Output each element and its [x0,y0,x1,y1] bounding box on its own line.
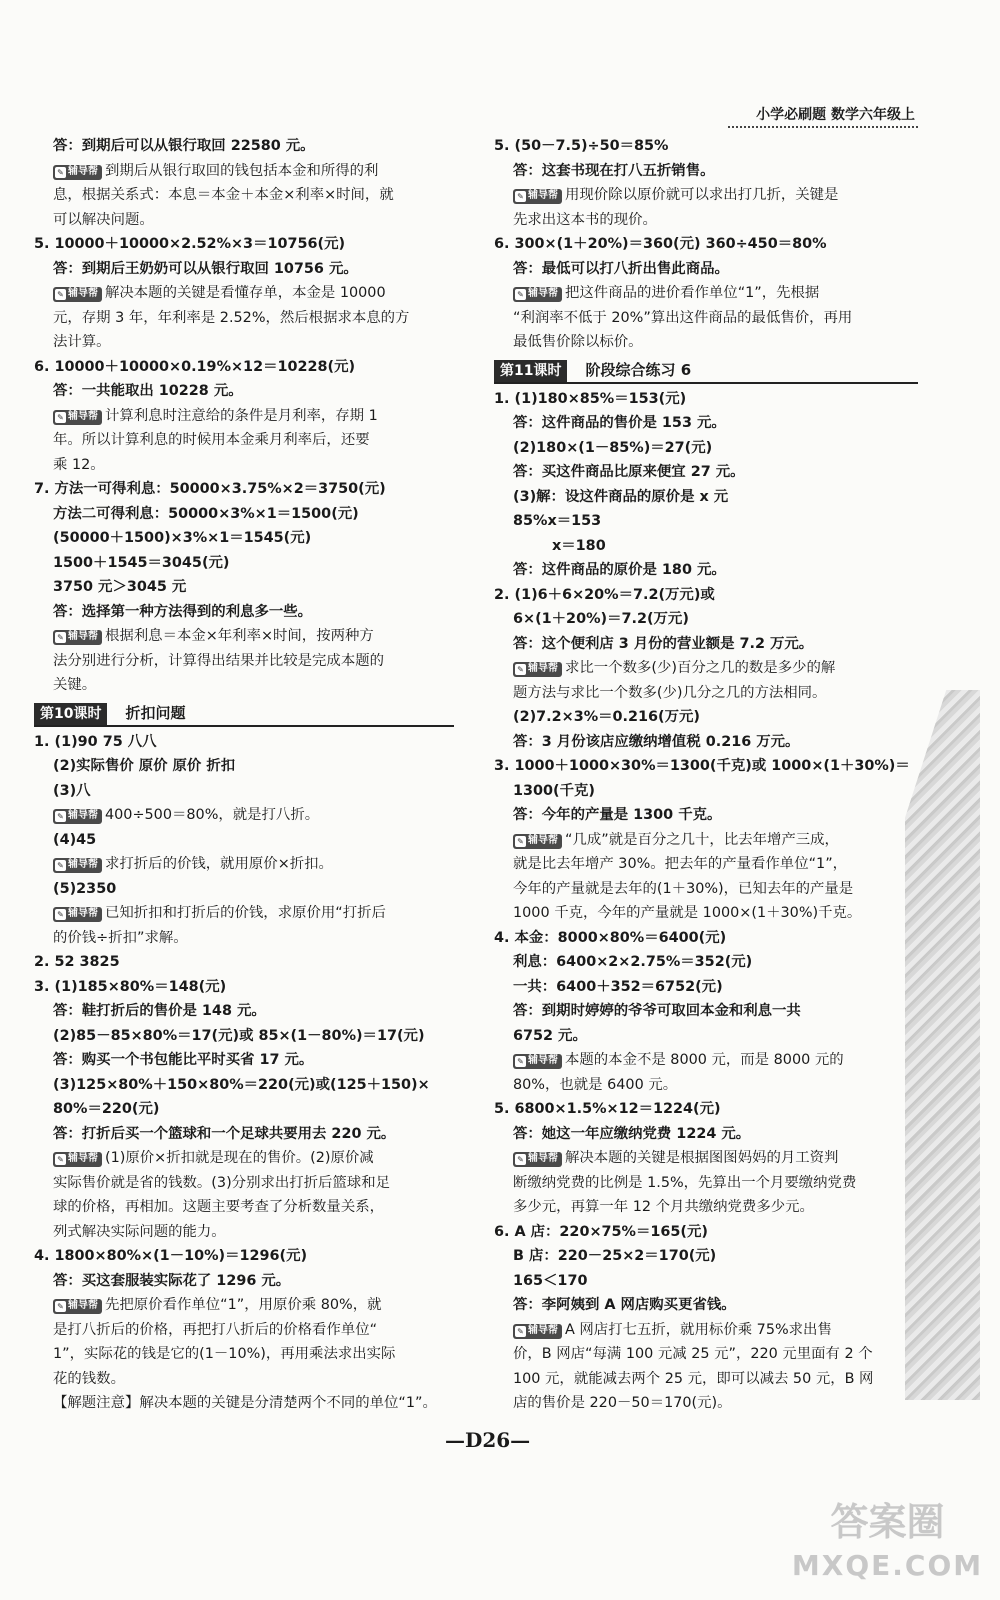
note-continuation: 店的售价是 220－50＝170(元)。 [513,1395,732,1411]
tutoring-note: ✎ 辅导帮 (1)原价×折扣就是现在的售价。(2)原价减 [34,1146,454,1171]
answer-line: 答：购买一个书包能比平时买省 17 元。 [53,1052,314,1068]
answer-line: 方法二可得利息：50000×3%×1＝1500(元) [53,505,359,522]
tutoring-note: ✎ 辅导帮 解决本题的关键是看懂存单，本金是 10000 [34,281,454,306]
answer-line: 答：打折后买一个篮球和一个足球共要用去 220 元。 [53,1125,396,1142]
tutoring-note: ✎ 辅导帮 求比一个数多(少)百分之几的数是多少的解 [494,656,918,681]
question-line: 6. 300×(1＋20%)＝360(元) 360÷450＝80% [494,236,827,252]
note-continuation: 法计算。 [53,334,111,350]
answer-line: 答：最低可以打八折出售此商品。 [513,260,729,277]
answer-line: 答：选择第一种方法得到的利息多一些。 [53,603,313,620]
answer-line: 答：到期后王奶奶可以从银行取回 10756 元。 [53,260,358,277]
answer-line: (2)180×(1－85%)＝27(元) [513,439,713,456]
answer-line: x＝180 [552,537,606,554]
helper-icon: ✎ [55,1301,66,1312]
answer-line: 答：3 月份该店应缴纳增值税 0.216 万元。 [513,733,800,750]
question-line: 4. 1800×80%×(1－10%)＝1296(元) [34,1248,308,1264]
note-continuation: 1000 千克，今年的产量就是 1000×(1＋30%)千克。 [513,905,862,921]
lesson-title: 阶段综合练习 6 [585,360,692,379]
helper-icon: ✎ [55,860,66,871]
answer-line: 85%x＝153 [513,513,602,529]
note-continuation: 花的钱数。 [53,1370,125,1387]
note-continuation: 的价钱÷折扣”求解。 [53,929,188,946]
note-continuation: 1”，实际花的钱是它的(1－10%)，再用乘法求出实际 [53,1346,396,1362]
note-continuation: 题方法与求比一个数多(少)几分之几的方法相同。 [513,684,827,701]
tutoring-note: ✎ 辅导帮 已知折扣和打折后的价钱，求原价用“打折后 [34,901,454,926]
answer-line: 答：一共能取出 10228 元。 [53,383,243,399]
answer-line: 答：买这件商品比原来便宜 27 元。 [513,464,745,480]
answer-line: 答：鞋打折后的售价是 148 元。 [53,1003,266,1019]
answer-line: (3)八 [53,782,91,799]
answer-line: 答：到期时婷婷的爷爷可取回本金和利息一共 [513,1003,801,1019]
tutoring-tag: ✎ 辅导帮 [53,809,102,824]
note-continuation: 息，根据关系式：本息＝本金＋本金×利率×时间，就 [53,187,394,203]
note-continuation: 今年的产量就是去年的(1＋30%)，已知去年的产量是 [513,880,854,897]
tutoring-note: ✎ 辅导帮 A 网店打七五折，就用标价乘 75%求出售 [494,1318,918,1343]
lesson-title: 折扣问题 [125,703,186,722]
tutoring-tag: ✎ 辅导帮 [513,662,562,677]
note-continuation: 【解题注意】解决本题的关键是分清楚两个不同的单位“1”。 [53,1395,437,1411]
page-header: 小学必刷题 数学六年级上 [756,107,915,123]
lesson-number-badge: 第11课时 [494,360,567,382]
note-continuation: 元，存期 3 年，年利率是 2.52%，然后根据求本息的方 [53,309,410,326]
helper-icon: ✎ [55,412,66,423]
note-continuation: 球的价格，再相加。这题主要考查了分析数量关系， [53,1199,384,1215]
note-continuation: 价，B 网店“每满 100 元减 25 元”，220 元里面有 2 个 [513,1346,873,1362]
answer-line: 一共：6400＋352＝6752(元) [513,978,723,995]
question-line: 3. 1000＋1000×30%＝1300(千克)或 1000×(1＋30%)＝ [494,758,910,774]
helper-icon: ✎ [55,632,66,643]
tutoring-tag: ✎ 辅导帮 [53,287,102,302]
answer-line: (2)实际售价 原价 原价 折扣 [53,758,236,774]
left-column [34,134,454,1416]
watermark-logo: 答案圈 MXQE.COM [791,1500,984,1582]
answer-line: 165＜170 [513,1272,588,1289]
tutoring-note: ✎ 辅导帮 用现价除以原价就可以求出打几折，关键是 [494,183,918,208]
tutoring-note: ✎ 辅导帮 先把原价看作单位“1”，用原价乘 80%，就 [34,1293,454,1318]
tutoring-note: ✎ 辅导帮 “几成”就是百分之几十，比去年增产三成， [494,828,918,853]
answer-line: 1300(千克) [513,782,595,799]
answer-line: 答：这件商品的售价是 153 元。 [513,415,726,431]
tutoring-note: ✎ 辅导帮 求打折后的价钱，就用原价×折扣。 [34,852,454,877]
note-continuation: 关键。 [53,677,97,693]
tutoring-tag: ✎ 辅导帮 [53,1152,102,1167]
answer-line: 80%＝220(元) [53,1101,160,1117]
question-line: 6. A 店：220×75%＝165(元) [494,1223,708,1240]
answer-line: 答：到期后可以从银行取回 22580 元。 [53,138,315,154]
question-line: 2. 52 3825 [34,954,120,970]
answer-line: (3)解：设这件商品的原价是 x 元 [513,488,729,505]
tutoring-tag: ✎ 辅导帮 [513,1152,562,1167]
tutoring-note: ✎ 辅导帮 把这件商品的进价看作单位“1”，先根据 [494,281,918,306]
note-continuation: 80%，也就是 6400 元。 [513,1076,678,1093]
question-line: 3. (1)185×80%＝148(元) [34,978,227,995]
tutoring-tag: ✎ 辅导帮 [53,907,102,922]
tutoring-tag: ✎ 辅导帮 [53,630,102,645]
lesson-heading [494,358,918,384]
note-continuation: 可以解决问题。 [53,211,154,228]
tutoring-tag: ✎ 辅导帮 [53,858,102,873]
tutoring-note: ✎ 辅导帮 根据利息＝本金×年利率×时间，按两种方 [34,624,454,649]
question-line: 5. (50－7.5)÷50＝85% [494,138,669,154]
question-line: 5. 6800×1.5%×12＝1224(元) [494,1101,721,1117]
lesson-heading [34,701,454,727]
lesson-number-badge: 第10课时 [34,703,107,725]
question-line: 6. 10000＋10000×0.19%×12＝10228(元) [34,358,356,375]
tutoring-tag: ✎ 辅导帮 [513,287,562,302]
tutoring-tag: ✎ 辅导帮 [513,1054,562,1069]
question-line: 1. (1)90 75 八八 [34,733,157,750]
decorative-side-pattern [905,690,980,1400]
answer-line: 3750 元＞3045 元 [53,579,187,595]
helper-icon: ✎ [515,191,526,202]
helper-icon: ✎ [515,836,526,847]
tutoring-tag: ✎ 辅导帮 [53,165,102,180]
note-continuation: 多少元，再算一年 12 个月共缴纳党费多少元。 [513,1199,814,1215]
answer-line: 答：她这一年应缴纳党费 1224 元。 [513,1125,751,1142]
question-line: 7. 方法一可得利息：50000×3.75%×2＝3750(元) [34,481,386,497]
note-continuation: 先求出这本书的现价。 [513,211,657,228]
tutoring-note: ✎ 辅导帮 到期后从银行取回的钱包括本金和所得的利 [34,159,454,184]
answer-line: 答：买这套服装实际花了 1296 元。 [53,1272,291,1289]
question-line: 5. 10000＋10000×2.52%×3＝10756(元) [34,236,346,252]
helper-icon: ✎ [55,167,66,178]
note-continuation: 断缴纳党费的比例是 1.5%，先算出一个月要缴纳党费 [513,1174,857,1191]
helper-icon: ✎ [55,1154,66,1165]
answer-line: (2)85－85×80%＝17(元)或 85×(1－80%)＝17(元) [53,1027,425,1044]
answer-line: 答：这个便利店 3 月份的营业额是 7.2 万元。 [513,635,814,652]
helper-icon: ✎ [55,811,66,822]
answer-line: 1500＋1545＝3045(元) [53,554,230,571]
answer-line: (5)2350 [53,880,117,897]
tutoring-tag: ✎ 辅导帮 [513,834,562,849]
answer-line: 6752 元。 [513,1027,587,1044]
answer-line: B 店：220－25×2＝170(元) [513,1248,717,1264]
note-continuation: 就是比去年增产 30%。把去年的产量看作单位“1”， [513,856,848,872]
tutoring-note: ✎ 辅导帮 解决本题的关键是根据图图妈妈的月工资判 [494,1146,918,1171]
note-continuation: 年。所以计算利息的时候用本金乘月利率后，还要 [53,432,370,448]
answer-line: 答：这套书现在打八五折销售。 [513,162,715,179]
note-continuation: 列式解决实际问题的能力。 [53,1223,226,1240]
note-continuation: 最低售价除以标价。 [513,334,643,350]
answer-line: (4)45 [53,831,97,848]
tutoring-note: ✎ 辅导帮 本题的本金不是 8000 元，而是 8000 元的 [494,1048,918,1073]
answer-line: 答：李阿姨到 A 网店购买更省钱。 [513,1297,736,1313]
answer-line: 利息：6400×2×2.75%＝352(元) [513,954,753,970]
question-line: 4. 本金：8000×80%＝6400(元) [494,929,727,946]
helper-icon: ✎ [515,1326,526,1337]
helper-icon: ✎ [515,664,526,675]
note-continuation: 实际售价就是省的钱数。(3)分别求出打折后篮球和足 [53,1174,390,1191]
answer-line: (3)125×80%＋150×80%＝220(元)或(125＋150)× [53,1076,430,1093]
note-continuation: “利润率不低于 20%”算出这件商品的最低售价，再用 [513,309,853,326]
header-divider [728,126,918,128]
question-line: 1. (1)180×85%＝153(元) [494,390,687,407]
note-continuation: 100 元，就能减去两个 25 元，即可以减去 50 元，B 网 [513,1370,874,1387]
helper-icon: ✎ [515,1056,526,1067]
tutoring-tag: ✎ 辅导帮 [513,189,562,204]
note-continuation: 法分别进行分析，计算得出结果并比较是完成本题的 [53,652,384,669]
answer-line: (2)7.2×3%＝0.216(万元) [513,709,700,725]
helper-icon: ✎ [55,289,66,300]
tutoring-note: ✎ 辅导帮 计算利息时注意给的条件是月利率，存期 1 [34,404,454,429]
answer-line: 答：今年的产量是 1300 千克。 [513,807,722,823]
helper-icon: ✎ [515,1154,526,1165]
tutoring-tag: ✎ 辅导帮 [53,410,102,425]
helper-icon: ✎ [515,289,526,300]
tutoring-tag: ✎ 辅导帮 [513,1324,562,1339]
tutoring-tag: ✎ 辅导帮 [53,1299,102,1314]
answer-line: (50000＋1500)×3%×1＝1545(元) [53,530,312,546]
note-continuation: 是打八折后的价格，再把打八折后的价格看作单位“ [53,1321,378,1338]
helper-icon: ✎ [55,909,66,920]
note-continuation: 乘 12。 [53,456,105,473]
question-line: 2. (1)6＋6×20%＝7.2(万元)或 [494,586,715,603]
tutoring-note: ✎ 辅导帮 400÷500＝80%，就是打八折。 [34,803,454,828]
answer-line: 答：这件商品的原价是 180 元。 [513,562,726,578]
right-column [494,134,918,1416]
page-number: —D26— [445,1428,531,1452]
answer-line: 6×(1＋20%)＝7.2(万元) [513,611,689,627]
